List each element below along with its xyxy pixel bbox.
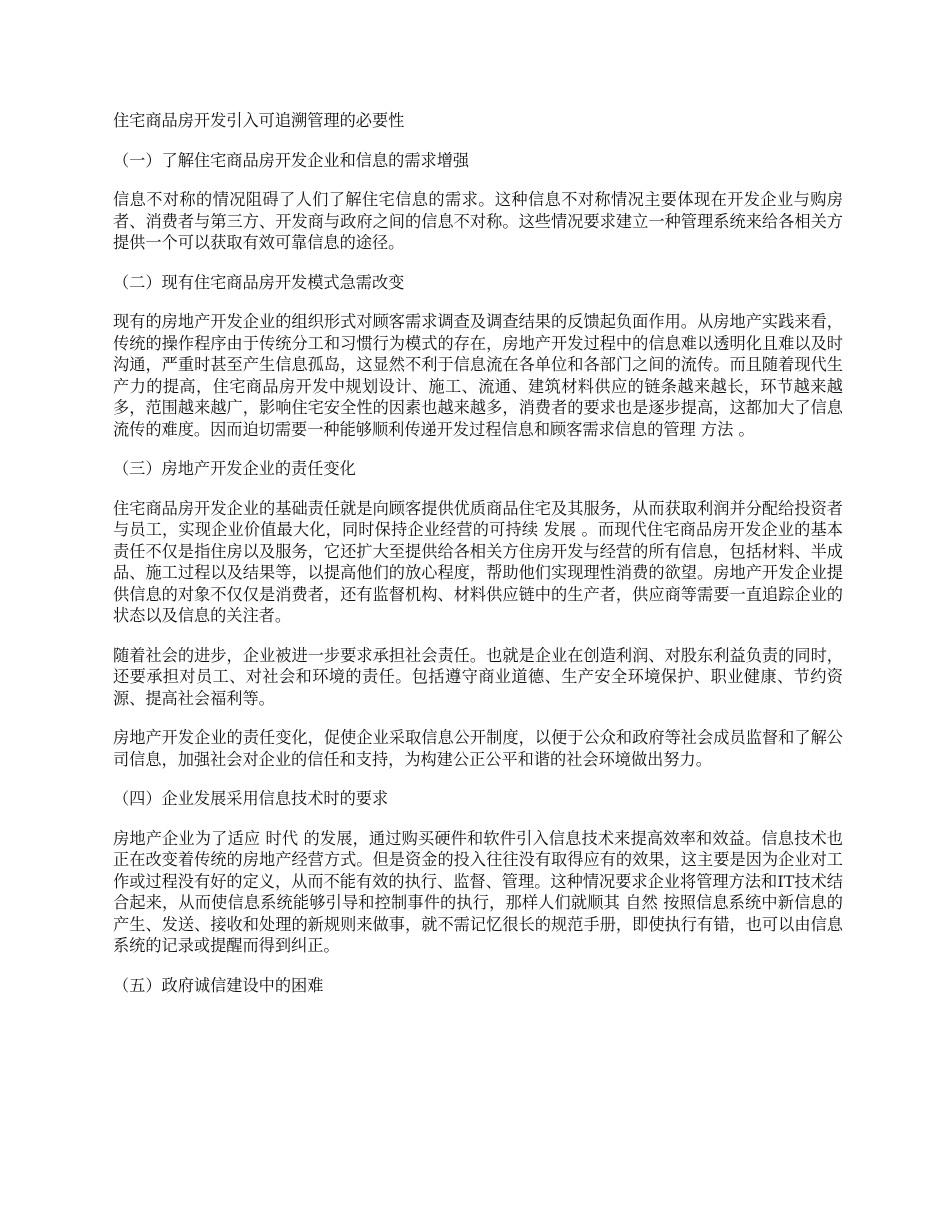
section-heading-3: （三）房地产开发企业的责任变化	[113, 459, 356, 478]
document-title: 住宅商品房开发引入可追溯管理的必要性	[113, 111, 405, 130]
section-3-paragraph-3: 房地产开发企业的责任变化，促使企业采取信息公开制度，以便于公众和政府等社会成员监督和了解公司信息，加强社会对企业的信任和支持，为构建公正公平和谐的社会环境做出努力。	[113, 728, 843, 769]
section-4-paragraph-1: 房地产企业为了适应 时代 的发展，通过购买硬件和软件引入信息技术来提高效率和效益。信息技术也正在改变着传统的房地产经营方式。但是资金的投入往往没有取得应有的效果，这主要是因为企业对工作或过程没有好的定义，从而不能有效的执行、监督、管理。这种情况要求企业将管理方法和IT技术结合起来，从而使信息系统能够引导和控制事件的执行，那样人们就顺其 自然 按照信息系统中新信息的产生、发送、接收和处理的新规则来做事，就不需记忆很长的规范手册，即使执行有错，也可以由信息系统的记录或提醒而得到纠正。	[113, 828, 843, 955]
section-2-paragraph-1: 现有的房地产开发企业的组织形式对顾客需求调查及调查结果的反馈起负面作用。从房地产实践来看，传统的操作程序由于传统分工和习惯行为模式的存在，房地产开发过程中的信息难以透明化且难以及时沟通，严重时甚至产生信息孤岛，这显然不利于信息流在各单位和各部门之间的流传。而且随着现代生产力的提高，住宅商品房开发中规划设计、施工、流通、建筑材料供应的链条越来越长，环节越来越多，范围越来越广，影响住宅安全性的因素也越来越多，消费者的要求也是逐步提高，这都加大了信息流传的难度。因而迫切需要一种能够顺利传递开发过程信息和顾客需求信息的管理 方法 。	[113, 312, 843, 439]
section-3-paragraph-2: 随着社会的进步，企业被进一步要求承担社会责任。也就是企业在创造利润、对股东利益负责的同时，还要承担对员工、对社会和环境的责任。包括遵守商业道德、生产安全环境保护、职业健康、节约资源、提高社会福利等。	[113, 645, 843, 708]
section-3-paragraph-1: 住宅商品房开发企业的基础责任就是向顾客提供优质商品住宅及其服务，从而获取利润并分配给投资者与员工，实现企业价值最大化，同时保持企业经营的可持续 发展 。而现代住宅商品房开发企业的基本责任不仅是指住房以及服务，它还扩大至提供给各相关方住房开发与经营的所有信息，包括材料、半成品、施工过程以及结果等，以提高他们的放心程度，帮助他们实现理性消费的欲望。房地产开发企业提供信息的对象不仅仅是消费者，还有监督机构、材料供应链中的生产者，供应商等需要一直追踪企业的状态以及信息的关注者。	[113, 498, 843, 625]
section-heading-4: （四）企业发展采用信息技术时的要求	[113, 789, 389, 808]
section-heading-5: （五）政府诚信建设中的困难	[113, 975, 324, 995]
section-heading-1: （一）了解住宅商品房开发企业和信息的需求增强	[113, 150, 470, 170]
document-page	[113, 110, 843, 1014]
section-1-paragraph-1: 信息不对称的情况阻碍了人们了解住宅信息的需求。这种信息不对称情况主要体现在开发企业与购房者、消费者与第三方、开发商与政府之间的信息不对称。这些情况要求建立一种管理系统来给各相关方提供一个可以获取有效可靠信息的途径。	[113, 190, 843, 252]
section-heading-2: （二）现有住宅商品房开发模式急需改变	[113, 272, 405, 292]
